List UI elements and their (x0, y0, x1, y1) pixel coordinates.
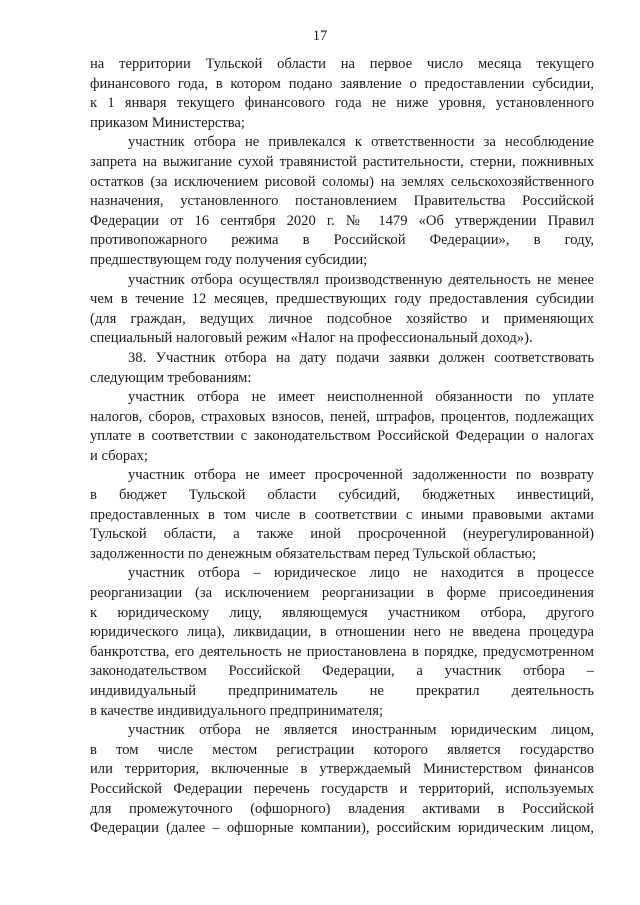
text-line: участник отбора – юридическое лицо не находится в процессе (128, 565, 594, 582)
text-line: Федерации (далее – офшорные компании), российским юридическим лицом, (90, 820, 594, 837)
paragraph (90, 133, 594, 270)
paragraph (90, 55, 594, 133)
page-number: 17 (312, 28, 328, 44)
text-line: участник отбора не привлекался к ответственности за несоблюдение (128, 134, 594, 151)
text-line: остатков (за исключением рисовой соломы) на землях сельскохозяйственного (90, 173, 594, 190)
paragraph (90, 388, 594, 466)
text-line: специальный налоговый режим «Налог на профессиональный доход»). (90, 330, 533, 347)
document-body (90, 55, 594, 839)
text-line: на территории Тульской области на первое число месяца текущего (90, 56, 594, 72)
text-line: предшествующем году получения субсидии; (90, 251, 368, 268)
text-line: в том числе местом регистрации которого является государство (90, 741, 594, 758)
text-line: запрета на выжигание сухой травянистой растительности, стерни, пожнивных (90, 153, 594, 170)
text-line: участник отбора не является иностранным юридическим лицом, (128, 722, 594, 739)
paragraph (90, 466, 594, 564)
text-line: (для граждан, ведущих личное подсобное хозяйство и применяющих (90, 310, 594, 327)
text-line: участник отбора осуществлял производственную деятельность не менее (128, 271, 594, 288)
text-line: противопожарного режима в Российской Федерации», в году, (90, 232, 594, 249)
text-line: законодательством Российской Федерации, а участник отбора – (90, 663, 594, 680)
text-line: индивидуальный предприниматель не прекратил деятельность (90, 683, 594, 699)
text-line: юридического лица), ликвидации, в отношении него не введена процедура (90, 624, 594, 641)
text-line: Российской Федерации перечень государств и территорий, используемых (90, 780, 594, 797)
text-line: в бюджет Тульской области субсидий, бюджетных инвестиций, (90, 487, 594, 504)
text-line: реорганизации (за исключением реорганизации в форме присоединения (90, 585, 594, 602)
text-line: к юридическому лицу, являющемуся участником отбора, другого (90, 604, 594, 621)
text-line: приказом Министерства; (90, 114, 245, 131)
text-line: задолженности по денежным обязательствам перед Тульской областью; (90, 545, 537, 562)
text-line: назначения, установленного постановлением Правительства Российской (90, 193, 594, 210)
text-line: и сборах; (90, 447, 148, 464)
text-line: следующим требованиям: (90, 369, 252, 386)
text-line: или территория, включенные в утверждаемый Министерством финансов (90, 761, 594, 778)
paragraph (90, 564, 594, 721)
text-line: участник отбора не имеет неисполненной обязанности по уплате (128, 389, 594, 406)
text-line: уплате в соответствии с законодательством Российской Федерации о налогах (90, 428, 594, 445)
paragraph (90, 349, 594, 388)
text-line: для промежуточного (офшорного) владения активами в Российской (90, 800, 594, 817)
text-line: финансового года, в котором подано заявление о предоставлении субсидии, (90, 75, 594, 92)
text-line: в качестве индивидуального предпринимателя; (90, 702, 384, 719)
text-line: чем в течение 12 месяцев, предшествующих году предоставления субсидии (90, 291, 594, 308)
paragraph (90, 271, 594, 349)
text-line: к 1 января текущего финансового года не ниже уровня, установленного (90, 95, 594, 112)
text-line: участник отбора не имеет просроченной задолженности по возврату (128, 467, 594, 484)
paragraph (90, 721, 594, 839)
text-line: 38. Участник отбора на дату подачи заявки должен соответствовать (128, 349, 594, 366)
text-line: предоставленных в том числе в соответствии с иными правовыми актами (90, 506, 594, 523)
text-line: Федерации от 16 сентября 2020 г. № 1479 «Об утверждении Правил (90, 212, 594, 229)
text-line: Тульской области, а также иной просроченной (неурегулированной) (90, 526, 594, 543)
text-line: банкротства, его деятельность не приостановлена в порядке, предусмотренном (90, 643, 594, 660)
text-line: налогов, сборов, страховых взносов, пеней, штрафов, процентов, подлежащих (90, 408, 594, 425)
